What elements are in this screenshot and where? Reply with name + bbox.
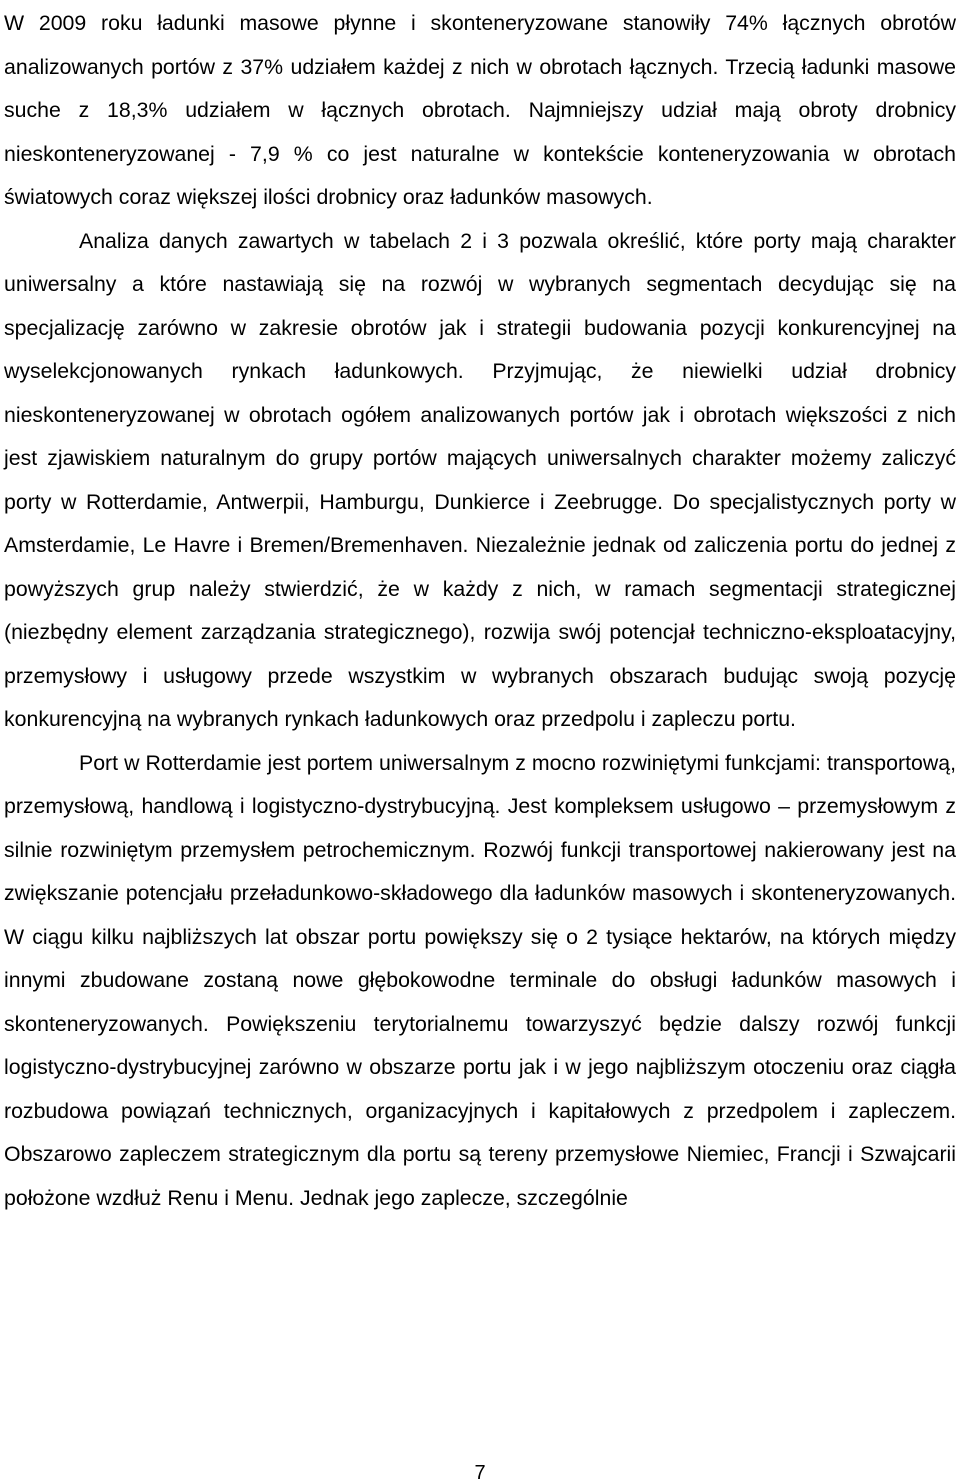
- paragraph-3: Port w Rotterdamie jest portem uniwersalnym z mocno rozwiniętymi funkcjami: transportową, przemysłową, handlową i logistyczno-dystrybucyjną. Jest kompleksem usługowo – przemysłowym z silnie rozwiniętym przemysłem petrochemicznym. Rozwój funkcji transportowej nakierowany jest na zwiększanie potencjału przeładunkowo-składowego dla ładunków masowych i skonteneryzowanych. W ciągu kilku najbliższych lat obszar portu powiększy się o 2 tysiące hektarów, na których między innymi zbudowane zostaną nowe głębokowodne terminale do obsługi ładunków masowych i skonteneryzowanych. Powiększeniu terytorialnemu towarzyszyć będzie dalszy rozwój funkcji logistyczno-dystrybucyjnej zarówno w obszarze portu jak i w jego najbliższym otoczeniu oraz ciągła rozbudowa powiązań technicznych, organizacyjnych i kapitałowych z przedpolem i zapleczem. Obszarowo zapleczem strategicznym dla portu są tereny przemysłowe Niemiec, Francji i Szwajcarii położone wzdłuż Renu i Menu. Jednak jego zaplecze, szczególnie: [4, 750, 956, 1210]
- page-number: 7: [474, 1462, 486, 1484]
- paragraph-1: W 2009 roku ładunki masowe płynne i skonteneryzowane stanowiły 74% łącznych obrotów analizowanych portów z 37% udziałem każdej z nich w obrotach łącznych. Trzecią ładunki masowe suche z 18,3% udziałem w łącznych obrotach. Najmniejszy udział mają obroty drobnicy nieskonteneryzowanej - 7,9 % co jest naturalne w kontekście konteneryzowania w obrotach światowych coraz większej ilości drobnicy oraz ładunków masowych.: [4, 11, 956, 209]
- body-text: [4, 2, 956, 1220]
- paragraph-2: Analiza danych zawartych w tabelach 2 i 3 pozwala określić, które porty mają charakter uniwersalny a które nastawiają się na rozwój w wybranych segmentach decydując się na specjalizację zarówno w zakresie obrotów jak i strategii budowania pozycji konkurencyjnej na wyselekcjonowanych rynkach ładunkowych. Przyjmując, że niewielki udział drobnicy nieskonteneryzowanej w obrotach ogółem analizowanych portów jak i obrotach większości z nich jest zjawiskiem naturalnym do grupy portów mających uniwersalnych charakter możemy zaliczyć porty w Rotterdamie, Antwerpii, Hamburgu, Dunkierce i Zeebrugge. Do specjalistycznych porty w Amsterdamie, Le Havre i Bremen/Bremenhaven. Niezależnie jednak od zaliczenia portu do jednej z powyższych grup należy stwierdzić, że w każdy z nich, w ramach segmentacji strategicznej (niezbędny element zarządzania strategicznego), rozwija swój potencjał techniczno-eksploatacyjny, przemysłowy i usługowy przede wszystkim w wybranych obszarach budując swoją pozycję konkurencyjną na wybranych rynkach ładunkowych oraz przedpolu i zapleczu portu.: [4, 228, 956, 731]
